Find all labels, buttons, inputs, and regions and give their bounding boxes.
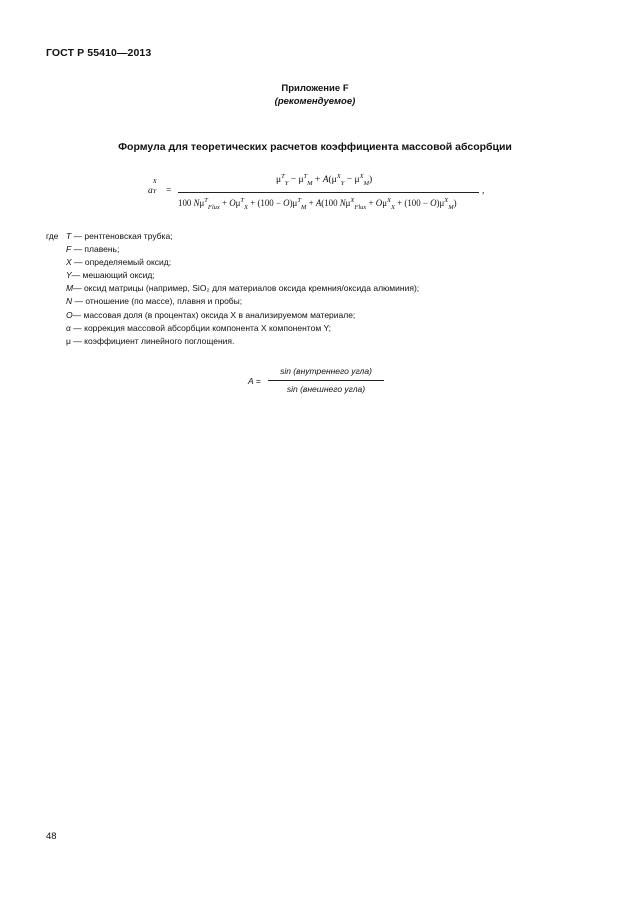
definition-symbol: μ [66, 335, 71, 346]
definitions-list [46, 230, 419, 348]
definition-text: — определяемый оксид; [71, 257, 172, 268]
lhs-symbol: a [148, 186, 153, 196]
definition-symbol: X [66, 257, 72, 268]
standard-code-header: ГОСТ Р 55410—2013 [46, 47, 152, 59]
a-formula-denominator: sin (внешнего угла) [286, 384, 366, 394]
definition-text: — коэффициент линейного поглощения. [70, 335, 235, 346]
definition-symbol: M [66, 283, 74, 294]
page-number: 48 [46, 831, 57, 842]
main-fraction-bar [178, 192, 479, 193]
definitions-intro: где [46, 231, 59, 241]
definition-symbol: T [66, 231, 72, 241]
formula-lhs: a X Y [148, 178, 157, 196]
annex-title: Приложение F [281, 83, 349, 94]
a-formula-lhs: A = [248, 376, 261, 386]
definition-item [46, 335, 419, 348]
definition-text: — коррекция массовой абсорбции компонента X компонентом Y; [70, 322, 332, 333]
definition-text: — отношение (по массе), плавня и пробы; [72, 296, 243, 307]
definition-symbol: α [66, 322, 71, 333]
a-fraction-bar [268, 380, 384, 381]
formula-numerator: $\mu^T_Y - \mu^T_M + A(\mu^X_Y - \mu^X_M)$ [276, 172, 373, 187]
formula-heading: Формула для теоретических расчетов коэффициента массовой абсорбции [118, 141, 512, 153]
definition-item [46, 230, 419, 243]
definition-text: — мешающий оксид; [71, 270, 155, 281]
definition-text: — оксид матрицы (например, SiO₂ для материалов оксида кремния/оксида алюминия); [73, 283, 420, 294]
definition-symbol: Y [66, 270, 72, 281]
definition-item [46, 282, 419, 295]
formula-equals: = [166, 186, 172, 196]
definition-item [46, 256, 419, 269]
definition-text: — рентгеновская трубка; [71, 231, 173, 241]
definition-symbol: O [66, 309, 73, 320]
definition-text: — плавень; [71, 244, 120, 255]
definition-item [46, 269, 419, 282]
definition-item [46, 322, 419, 335]
definition-symbol: F [66, 244, 72, 255]
definition-item [46, 243, 419, 256]
a-formula-numerator: sin (внутреннего угла) [280, 366, 372, 376]
formula-denominator: 100 $N\mu^T_{Flux} + O\mu^T_X + (100 - O)\mu^T_M + A(100$ $N\mu^X_{Flux} + O\mu^X_X + (100 - O)\mu^X_M$) [178, 197, 457, 211]
definition-item [46, 295, 419, 308]
formula-trailing-comma: , [482, 186, 485, 196]
annex-subtitle: (рекомендуемое) [274, 96, 356, 107]
definition-symbol: N [66, 296, 73, 307]
definition-item [46, 309, 419, 322]
definition-text: — массовая доля (в процентах) оксида X в анализируемом материале; [72, 309, 356, 320]
